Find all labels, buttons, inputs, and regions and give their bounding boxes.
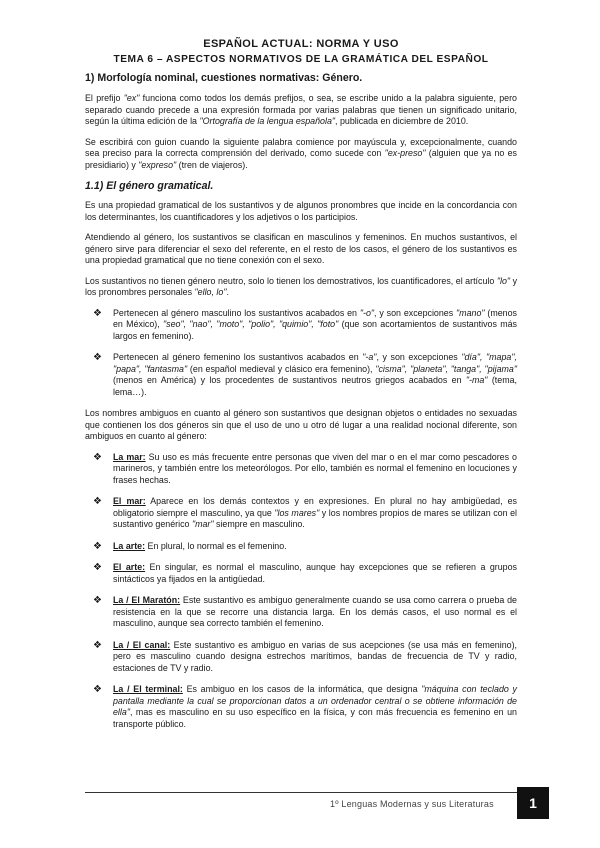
paragraph-guion: Se escribirá con guion cuando la siguiente palabra comience por mayúscula y, excepcionalmente, cuando sea preciso para la correcta comprensión del derivado, como sucede con "ex-preso" (alguien que ya no es presidiario) y "expreso" (tren de viajeros).: [85, 136, 517, 170]
list-item: ❖ La / El terminal: Es ambiguo en los casos de la informática, que designa "máquina con teclado y pantalla mediante la cual se proporcionan datos a un ordenador central o se obtiene información de ella", mas es masculino en su uso específico en la física, y con más frecuencia es femenino en un transporte público.: [93, 684, 517, 729]
section-heading: 1) Morfología nominal, cuestiones normativas: Género.: [85, 72, 363, 84]
document-page: [85, 37, 517, 740]
document-title: ESPAÑOL ACTUAL: NORMA Y USO: [203, 38, 399, 50]
gender-rules-list: [85, 308, 517, 399]
diamond-bullet-icon: ❖: [93, 562, 102, 573]
diamond-bullet-icon: ❖: [93, 451, 102, 463]
subsection-heading: 1.1) El género gramatical.: [85, 180, 214, 192]
paragraph-prefix-ex: El prefijo "ex" funciona como todos los demás prefijos, o sea, se escribe unido a la palabra siguiente, pero separado cuando precede a una expresión formada por varias palabras que tienen un significado unitario, según la última edición de la "Ortografía de la lengua española", publicada en diciembre de 2010.: [85, 93, 517, 126]
list-item: ❖ Pertenecen al género femenino los sustantivos acabados en "-a", y son excepciones "día", "mapa", "papa", "fantasma" (en español medieval y clásico era femenino), "cisma", "planeta", "tanga", "pijama" (menos en América) y los procedentes de sustantivos neutros griegos acabados en "-ma" (tema, lema…).: [93, 352, 517, 397]
list-item: ❖ La mar: Su uso es más frecuente entre personas que viven del mar o en el mar como pescadores o marineros, y también entre los meteorólogos. Por ello, también es normal el femenino en locuciones y frases hechas.: [93, 451, 517, 485]
paragraph-classification: Atendiendo al género, los sustantivos se clasifican en masculinos y femeninos. En muchos sustantivos, el género sirve para diferenciar el sexo del referente, en el resto de los casos, el género de los sustantivos es una propiedad gramatical que no tiene conexión con el sexo.: [85, 232, 517, 265]
paragraph-neutral: Los sustantivos no tienen género neutro, solo lo tienen los demostrativos, los cuantificadores, el artículo "lo" y los pronombres personales "ello, lo".: [85, 275, 518, 297]
paragraph-definition: Es una propiedad gramatical de los sustantivos y de algunos pronombres que incide en la concordancia con los determinantes, los cuantificadores y los adjetivos o los participios.: [85, 200, 517, 222]
page-number: 1: [517, 787, 549, 819]
list-item: ❖ La / El canal: Este sustantivo es ambiguo en varias de sus acepciones (se usa más en femenino), pero es masculino cuando designa estrechos marítimos, bandas de frecuencia de TV y radio, estaciones de TV y radio.: [93, 639, 517, 673]
diamond-bullet-icon: ❖: [93, 684, 102, 695]
diamond-bullet-icon: ❖: [93, 496, 102, 507]
footer-divider: [85, 792, 517, 793]
diamond-bullet-icon: ❖: [93, 352, 102, 363]
paragraph-ambiguous: Los nombres ambiguos en cuanto al género son sustantivos que designan objetos o entidades no sexuadas que contienen los dos géneros sin que el uso de uno u otro dé lugar a una realidad nocional diferente, son ambiguos en cuanto al género:: [85, 408, 517, 441]
list-item: ❖ La / El Maratón: Este sustantivo es ambiguo generalmente cuando se usa como carrera o prueba de resistencia en la que se recorre una distancia larga. En los demás casos, el uso normal es el masculino, aunque sea correcto también el femenino.: [93, 595, 517, 628]
list-item: ❖ La arte: En plural, lo normal es el femenino.: [93, 540, 287, 552]
diamond-bullet-icon: ❖: [93, 639, 102, 651]
list-item: ❖ El arte: En singular, es normal el masculino, aunque hay excepciones que se refieren a grupos sintácticos ya fijados en la antigüedad.: [93, 562, 517, 584]
footer-course-label: 1º Lenguas Modernas y sus Literaturas: [330, 799, 494, 809]
ambiguous-nouns-list: [85, 452, 517, 731]
diamond-bullet-icon: ❖: [93, 540, 102, 552]
diamond-bullet-icon: ❖: [93, 595, 102, 606]
diamond-bullet-icon: ❖: [93, 307, 102, 319]
list-item: ❖ Pertenecen al género masculino los sustantivos acabados en "-o", y son excepciones "mano" (menos en México), "seo", "nao", "moto", "polio", "quimio", "foto" (que son acortamientos de sustantivos más largos en femenino).: [93, 307, 517, 341]
document-subtitle: TEMA 6 – ASPECTOS NORMATIVOS DE LA GRAMÁTICA DEL ESPAÑOL: [113, 54, 489, 65]
list-item: ❖ El mar: Aparece en los demás contextos y en expresiones. En plural no hay ambigüedad, es obligatorio siempre el masculino, ya que "los mares" y los nombres propios de mares se utilizan con el sustantivo genérico "mar" siempre en masculino.: [93, 496, 517, 529]
